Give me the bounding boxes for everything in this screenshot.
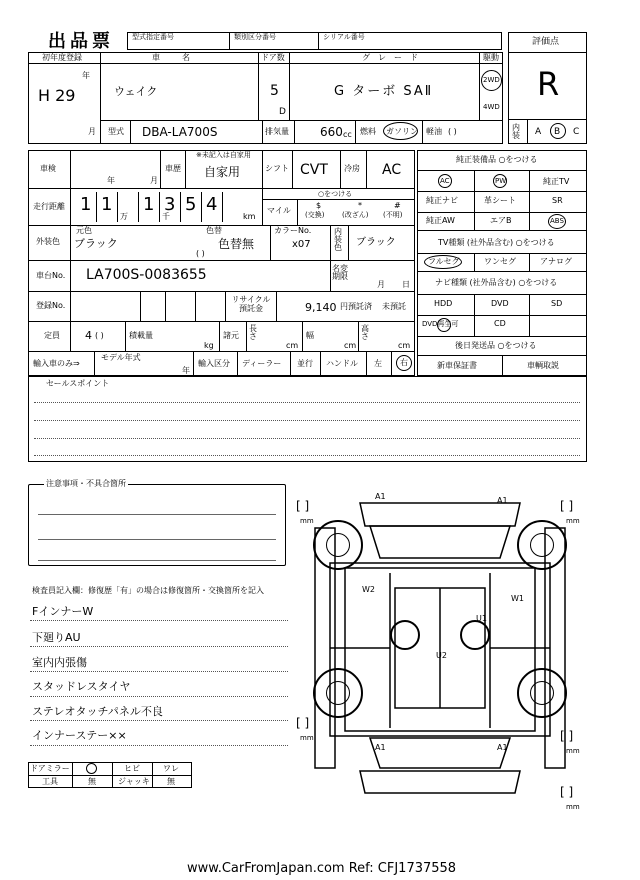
mileage-digit-1: 1 [80,194,92,215]
history-value: 自家用 [204,165,241,179]
mileage-digit-6: 4 [206,194,218,215]
fuel-label: 燃料 [360,127,376,136]
mileage-digit-4: 3 [164,194,176,215]
damage-w1: W1 [511,594,524,603]
inspection-label: 車検 [40,164,56,173]
displacement: 660 [320,125,343,139]
int-c: C [573,127,580,137]
grade-label: グレード [362,53,426,62]
nav-title: ナビ種類 (社外品含む) ○をつける [435,278,558,287]
cooling-label: 冷房 [344,164,360,173]
first-reg-era: H 29 [38,86,76,105]
cooling-value: AC [382,162,402,178]
dimensions-label: 諸元 [223,331,239,340]
rating-value: R [537,65,560,103]
shift-value: CVT [300,162,328,178]
load-label: 積載量 [129,331,153,340]
recycle-amount: 9,140 [305,301,337,314]
damage-u2: U2 [436,651,447,660]
rating-label: 評価点 [532,37,560,47]
color-change: 色替無 [218,237,255,251]
tv-title: TV種類 (社外品含む) ○をつける [438,238,555,247]
header-id-box [127,32,502,50]
int-b: B [554,127,561,137]
door-count: 5 [270,83,279,99]
shift-label: シフト [265,164,289,173]
drive-label: 駆動 [483,53,499,62]
exterior-color-label: 外装色 [36,237,60,246]
note-line-5: ステレオタッチパネル不良 [32,705,163,718]
equipment-title: 純正装備品 ○をつける [456,155,538,164]
int-a: A [535,127,542,137]
chassis-number: LA700S-0083655 [86,267,207,283]
interior-color-label: 内装色 [334,227,342,252]
color-no-label: カラーNo. [274,226,312,235]
mileage-digit-5: 5 [185,194,197,215]
displacement-label: 排気量 [265,127,289,136]
mile-label: マイル [267,206,291,215]
later-title: 後日発送品 ○をつける [455,341,537,350]
note-line-2: 下廻りAU [32,631,81,644]
damage-a1-front-left: A1 [375,492,386,501]
import-label: 輸入車のみ⇒ [33,359,80,368]
damage-a1-rear-right: A1 [497,743,508,752]
type-cert-label: 型式指定番号 [132,33,174,41]
exterior-color: ブラック [74,237,118,250]
class-label: 類別区分番号 [234,33,276,41]
first-reg-label: 初年度登録 [42,53,82,62]
capacity-label: 定員 [44,331,60,340]
damage-a1-front-right: A1 [497,496,508,505]
history-label: 車歴 [165,164,181,173]
mileage-digit-3: 1 [143,194,155,215]
mileage-digit-2: 1 [101,194,113,215]
footer-watermark: www.CarFromJapan.com Ref: CFJ1737558 [187,861,457,876]
note-line-4: スタッドレスタイヤ [32,680,131,693]
caution-label: 注意事項・不具合箇所 [46,479,126,488]
inspector-label: 検査員記入欄：修復歴「有」の場合は修復箇所・交換箇所を記入 [32,586,264,595]
damage-u1: U1 [476,614,487,623]
mileage-label: 走行距離 [33,202,65,211]
name-change-label: 名変期限 [332,264,348,282]
damage-w2: W2 [362,585,375,594]
car-name: ウェイク [114,85,158,98]
car-name-label: 車名 [152,53,212,62]
history-note: ※未記入は自家用 [196,151,251,159]
door-label: ドア数 [261,53,285,62]
serial-label: シリアル番号 [323,33,365,41]
note-line-6: インナーステー×× [32,729,127,742]
color-no: x07 [292,239,311,250]
chassis-label: 車台No. [36,271,66,280]
interior-label: 内装 [512,123,520,140]
reg-label: 登録No. [36,301,66,310]
interior-color: ブラック [356,237,396,248]
note-line-1: FインナーW [32,605,94,618]
damage-a1-rear-left: A1 [375,743,386,752]
recycle-label: リサイクル預託金 [231,295,271,313]
model-code: DBA-LA700S [142,125,218,139]
page-title: 出品票 [48,31,114,52]
grade-value: G ターボ SAⅡ [334,84,434,99]
capacity-value: 4 [85,329,92,342]
model-label: 型式 [108,127,124,136]
mirror-check-icon [86,763,97,774]
note-line-3: 室内内張傷 [32,656,87,669]
sales-points-label: セールスポイント [46,379,110,388]
